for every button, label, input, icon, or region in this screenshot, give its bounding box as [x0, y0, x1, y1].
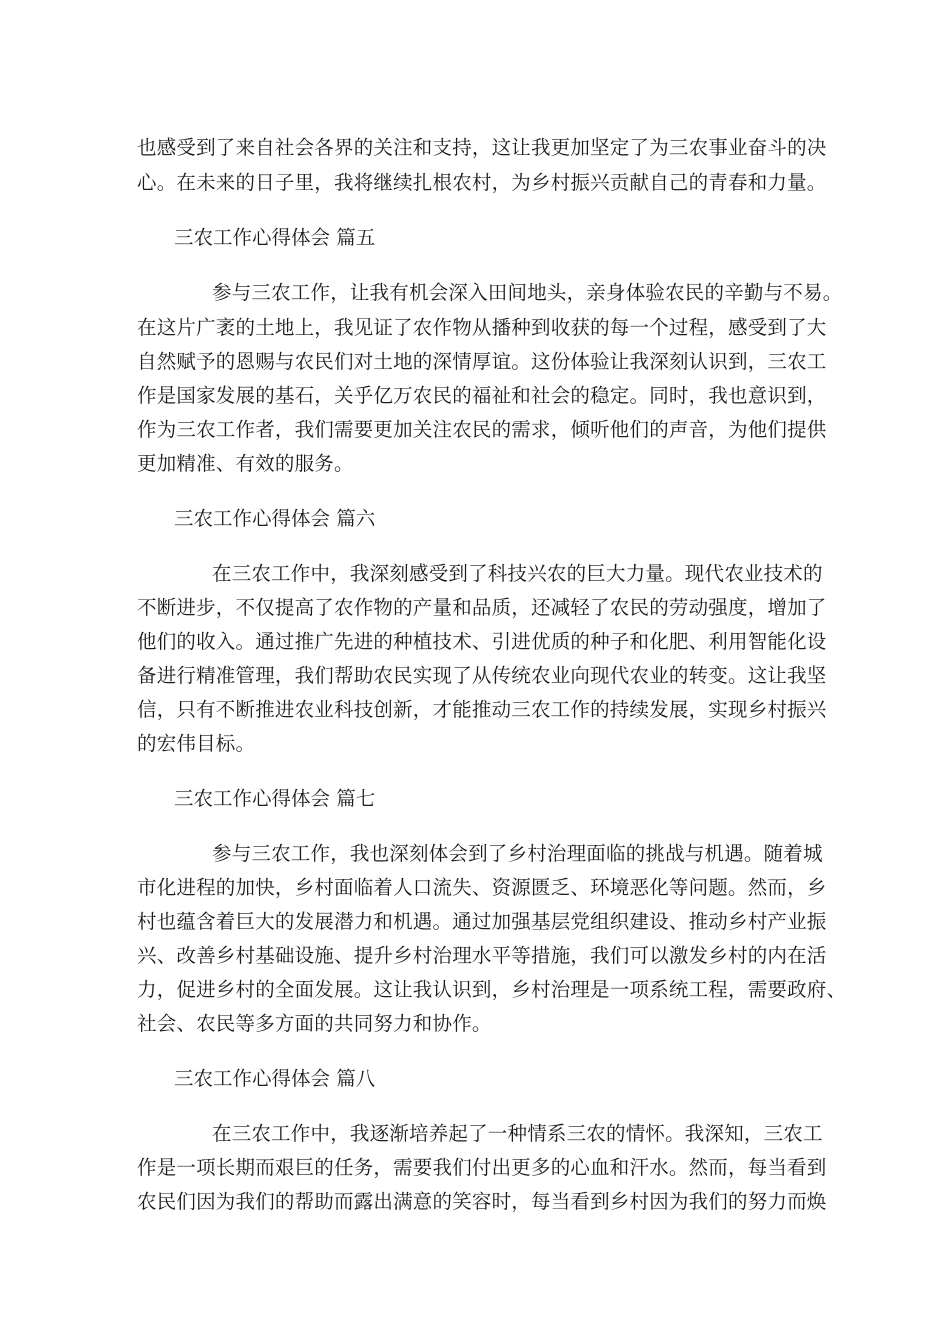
paragraph-line: 在三农工作中，我深刻感受到了科技兴农的巨大力量。现代农业技术的 [212, 562, 823, 585]
paragraph-line: 不断进步，不仅提高了农作物的产量和品质，还减轻了农民的劳动强度，增加了 [137, 596, 827, 619]
paragraph-line: 农民们因为我们的帮助而露出满意的笑容时，每当看到乡村因为我们的努力而焕 [137, 1190, 827, 1213]
paragraph-line: 在三农工作中，我逐渐培养起了一种情系三农的情怀。我深知，三农工 [212, 1122, 823, 1145]
paragraph-line: 参与三农工作，让我有机会深入田间地头，亲身体验农民的辛勤与不易。 [212, 281, 843, 304]
paragraph-line: 参与三农工作，我也深刻体会到了乡村治理面临的挑战与机遇。随着城 [212, 842, 823, 865]
paragraph-line: 市化进程的加快，乡村面临着人口流失、资源匮乏、环境恶化等问题。然而，乡 [137, 876, 827, 899]
paragraph-line: 也感受到了来自社会各界的关注和支持，这让我更加坚定了为三农事业奋斗的决 [137, 136, 827, 159]
paragraph-line: 作是一项长期而艰巨的任务，需要我们付出更多的心血和汗水。然而，每当看到 [137, 1156, 827, 1179]
paragraph-line: 在这片广袤的土地上，我见证了农作物从播种到收获的每一个过程，感受到了大 [137, 316, 827, 339]
section-heading: 三农工作心得体会 篇五 [174, 226, 376, 249]
paragraph-line: 信，只有不断推进农业科技创新，才能推动三农工作的持续发展，实现乡村振兴 [137, 698, 827, 721]
paragraph-line: 心。在未来的日子里，我将继续扎根农村，为乡村振兴贡献自己的青春和力量。 [137, 171, 827, 194]
paragraph-line: 村也蕴含着巨大的发展潜力和机遇。通过加强基层党组织建设、推动乡村产业振 [137, 910, 827, 933]
paragraph-line: 更加精准、有效的服务。 [137, 452, 354, 475]
section-heading: 三农工作心得体会 篇八 [174, 1067, 376, 1090]
paragraph-line: 他们的收入。通过推广先进的种植技术、引进优质的种子和化肥、利用智能化设 [137, 630, 827, 653]
paragraph-line: 力，促进乡村的全面发展。这让我认识到，乡村治理是一项系统工程，需要政府、 [137, 978, 847, 1001]
paragraph-line: 自然赋予的恩赐与农民们对土地的深情厚谊。这份体验让我深刻认识到，三农工 [137, 350, 827, 373]
paragraph-line: 社会、农民等多方面的共同努力和协作。 [137, 1012, 492, 1035]
paragraph-line: 作为三农工作者，我们需要更加关注农民的需求，倾听他们的声音，为他们提供 [137, 418, 827, 441]
paragraph-line: 的宏伟目标。 [137, 732, 256, 755]
paragraph-line: 备进行精准管理，我们帮助农民实现了从传统农业向现代农业的转变。这让我坚 [137, 664, 827, 687]
section-heading: 三农工作心得体会 篇七 [174, 787, 376, 810]
paragraph-line: 作是国家发展的基石，关乎亿万农民的福祉和社会的稳定。同时，我也意识到， [137, 384, 827, 407]
section-heading: 三农工作心得体会 篇六 [174, 507, 376, 530]
paragraph-line: 兴、改善乡村基础设施、提升乡村治理水平等措施，我们可以激发乡村的内在活 [137, 944, 827, 967]
